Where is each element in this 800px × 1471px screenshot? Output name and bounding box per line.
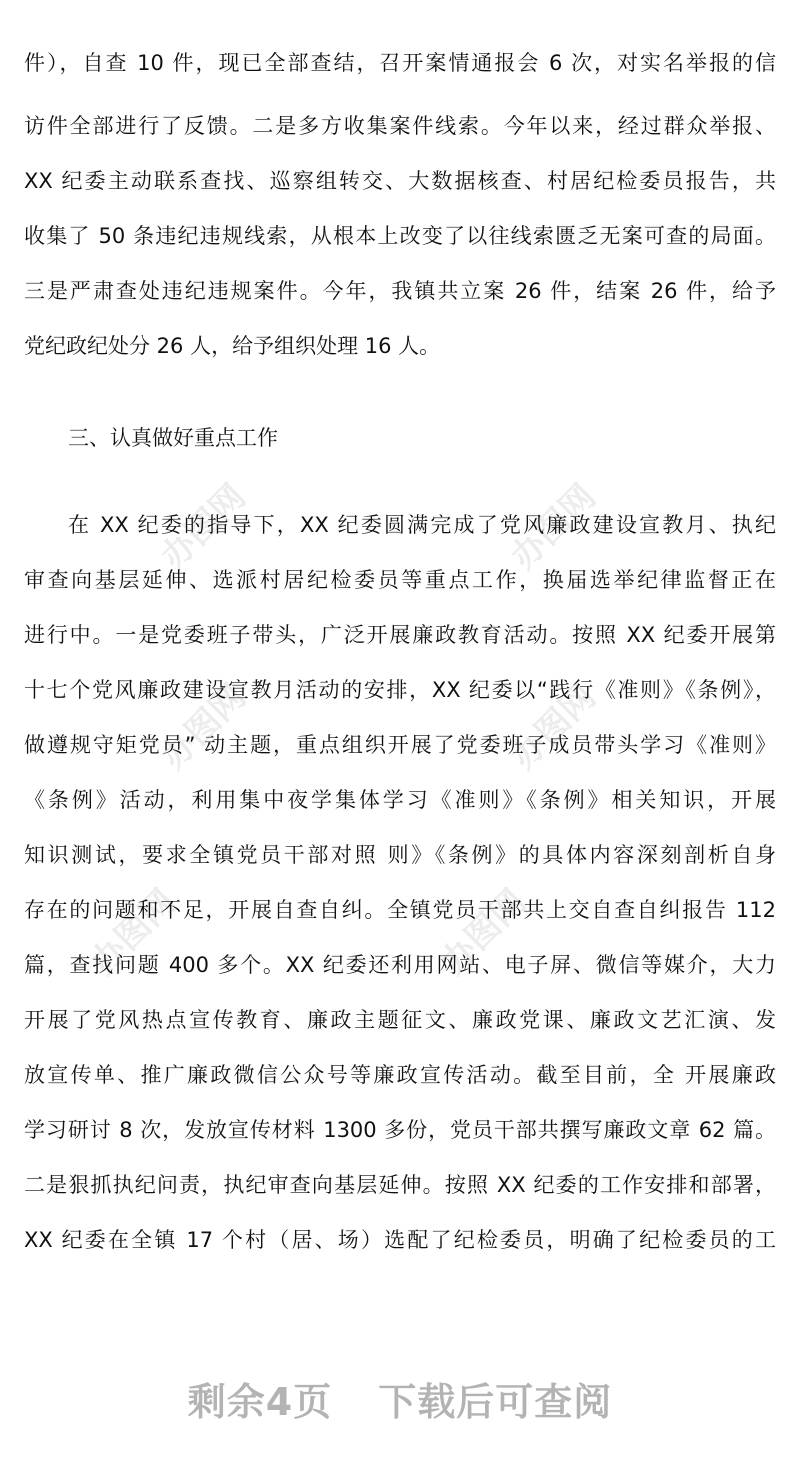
text-line: 党纪政纪处分 26 人，给予组织处理 16 人。 <box>24 334 441 358</box>
text-line: 审查向基层延伸、选派村居纪检委员等重点工作，换届选举纪律监督正在 <box>24 568 776 592</box>
text-line: XX 纪委主动联系查找、巡察组转交、大数据核查、村居纪检委员报告，共 <box>24 169 776 193</box>
watermark: 办图网 <box>433 881 534 983</box>
watermark: 办图网 <box>153 676 254 778</box>
text-line: 三是严肃查处违纪违规案件。今年，我镇共立案 26 件，结案 26 件，给予 <box>24 279 776 303</box>
text-line: 学习研讨 8 次，发放宣传材料 1300 多份，党员干部共撰写廉政文章 62 篇。 <box>24 1118 776 1142</box>
watermark: 办图网 <box>83 881 184 983</box>
text-line: XX 纪委在全镇 17 个村（居、场）选配了纪检委员，明确了纪检委员的工 <box>24 1228 776 1252</box>
text-line: 篇，查找问题 400 多个。XX 纪委还利用网站、电子屏、微信等媒介，大力 <box>24 953 776 977</box>
download-banner[interactable] <box>0 1368 800 1428</box>
section-heading: 三、认真做好重点工作 <box>68 426 278 450</box>
watermark: 办图网 <box>503 676 604 778</box>
text-line: 知识测试，要求全镇党员干部对照 则》《条例》的具体内容深刻剖析自身 <box>24 843 776 867</box>
watermark: 办图网 <box>153 476 254 578</box>
text-line: 十七个党风廉政建设宣教月活动的安排，XX 纪委以“践行《准则》《条例》， <box>24 678 776 702</box>
text-line: 存在的问题和不足，开展自查自纠。全镇党员干部共上交自查自纠报告 112 <box>24 898 776 922</box>
download-prompt-label[interactable]: 下载后可查阅 <box>378 1379 613 1424</box>
text-line: 进行中。一是党委班子带头，广泛开展廉政教育活动。按照 XX 纪委开展第 <box>24 623 776 647</box>
text-line: 在 XX 纪委的指导下，XX 纪委圆满完成了党风廉政建设宣教月、执纪 <box>68 513 776 537</box>
text-line: 放宣传单、推广廉政微信公众号等廉政宣传活动。截至目前，全 开展廉政 <box>24 1063 776 1087</box>
remaining-pages-label: 剩余4页 <box>187 1379 333 1424</box>
text-line: 访件全部进行了反馈。二是多方收集案件线索。今年以来，经过群众举报、 <box>24 114 776 138</box>
text-line: 《条例》活动，利用集中夜学集体学习《准则》《条例》相关知识，开展 <box>24 788 776 812</box>
text-line: 收集了 50 条违纪违规线索，从根本上改变了以往线索匮乏无案可查的局面。 <box>24 224 776 248</box>
text-line: 做遵规守矩党员” 动主题，重点组织开展了党委班子成员带头学习《准则》 <box>24 733 776 757</box>
text-line: 件），自查 10 件，现已全部查结，召开案情通报会 6 次，对实名举报的信 <box>24 51 776 75</box>
text-line: 开展了党风热点宣传教育、廉政主题征文、廉政党课、廉政文艺汇演、发 <box>24 1008 776 1032</box>
text-line: 二是狠抓执纪问责，执纪审查向基层延伸。按照 XX 纪委的工作安排和部署， <box>24 1173 776 1197</box>
watermark: 办图网 <box>503 476 604 578</box>
